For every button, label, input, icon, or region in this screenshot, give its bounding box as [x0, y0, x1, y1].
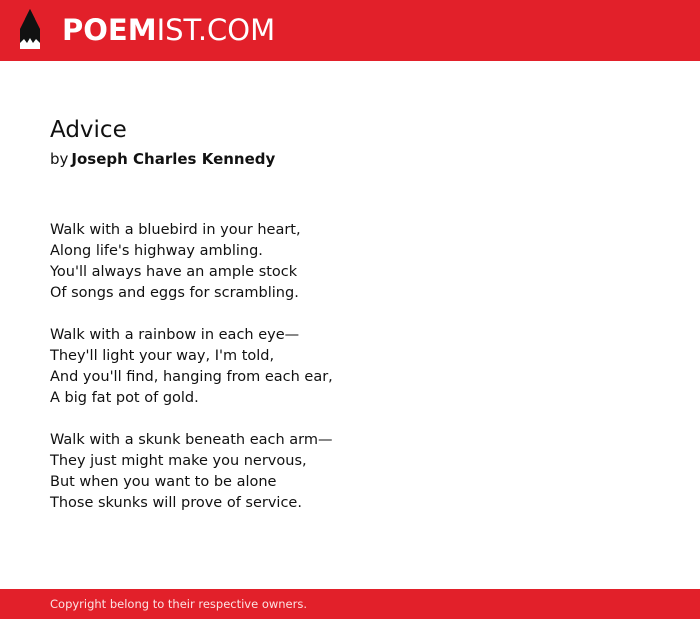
poem-line: Walk with a bluebird in your heart,	[50, 222, 301, 238]
site-logo-text	[62, 12, 276, 47]
poem-line: Walk with a skunk beneath each arm—	[50, 432, 333, 448]
poem-title: Advice	[50, 117, 127, 143]
stanza	[50, 325, 650, 409]
poem-line: And you'll find, hanging from each ear,	[50, 369, 333, 385]
copyright-text: Copyright belong to their respective owners.	[50, 597, 308, 611]
pencil-icon	[18, 9, 42, 51]
poem-body	[50, 220, 650, 535]
poem-line: They'll light your way, I'm told,	[50, 348, 275, 364]
brand-bold: POEM	[62, 12, 157, 47]
brand-light: IST.COM	[156, 12, 276, 47]
poem-line: But when you want to be alone	[50, 474, 277, 490]
by-label: by	[50, 150, 69, 168]
site-footer	[0, 589, 700, 619]
poem-line: They just might make you nervous,	[50, 453, 307, 469]
site-logo-link[interactable]	[18, 9, 275, 51]
poem-line: A big fat pot of gold.	[50, 390, 199, 406]
poem-line: Those skunks will prove of service.	[50, 495, 302, 511]
poem-line: Walk with a rainbow in each eye—	[50, 327, 300, 343]
stanza	[50, 220, 650, 304]
poem-line: You'll always have an ample stock	[50, 264, 298, 280]
byline	[50, 150, 275, 168]
stanza	[50, 430, 650, 514]
poem-line: Along life's highway ambling.	[50, 243, 263, 259]
site-header	[0, 0, 700, 61]
poem-line: Of songs and eggs for scrambling.	[50, 285, 299, 301]
author-name: Joseph Charles Kennedy	[71, 150, 276, 168]
